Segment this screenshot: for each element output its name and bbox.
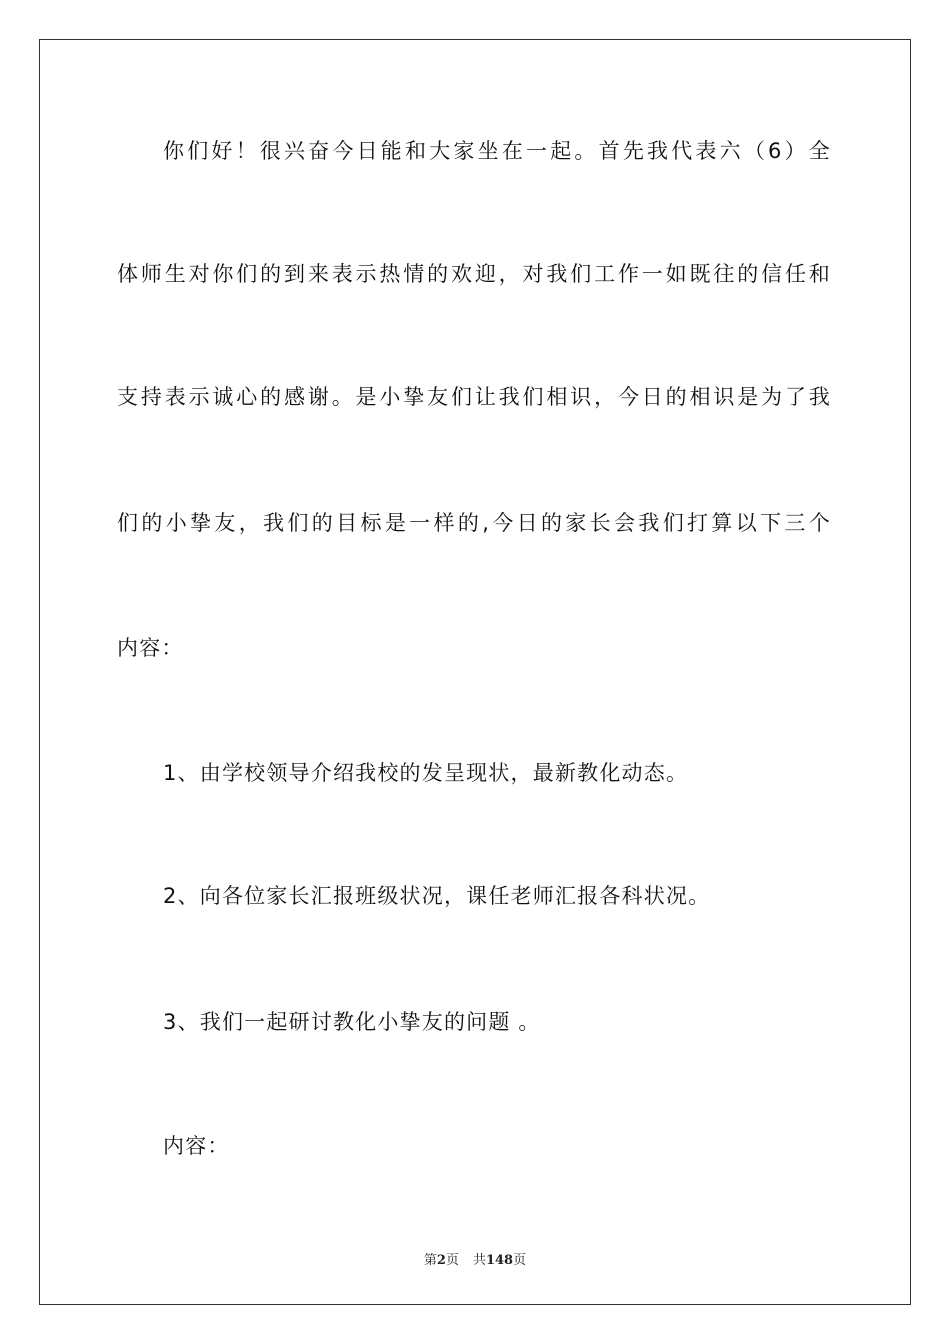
footer-page-suffix: 页 xyxy=(445,1253,459,1268)
paragraph-line-4: 们的小挚友，我们的目标是一样的,今日的家长会我们打算以下三个 xyxy=(117,511,831,535)
paragraph-line-1: 你们好！很兴奋今日能和大家坐在一起。首先我代表六（6）全 xyxy=(163,139,831,163)
closing-label: 内容： xyxy=(163,1134,230,1158)
paragraph-line-3: 支持表示诚心的感谢。是小挚友们让我们相识，今日的相识是为了我 xyxy=(117,385,831,409)
list-item-2: 2、向各位家长汇报班级状况，课任老师汇报各科状况。 xyxy=(163,884,711,908)
page-footer xyxy=(0,1249,950,1268)
footer-total-suffix: 页 xyxy=(513,1253,527,1268)
footer-total-prefix: 共 xyxy=(472,1253,486,1268)
footer-total-pages: 148 xyxy=(485,1253,514,1268)
list-item-3: 3、我们一起研讨教化小挚友的问题 。 xyxy=(163,1010,541,1034)
paragraph-line-5: 内容： xyxy=(117,636,184,660)
footer-page-number: 2 xyxy=(436,1253,446,1268)
footer-prefix: 第 xyxy=(423,1253,437,1268)
list-item-1: 1、由学校领导介绍我校的发呈现状，最新教化动态。 xyxy=(163,761,689,785)
paragraph-line-2: 体师生对你们的到来表示热情的欢迎，对我们工作一如既往的信任和 xyxy=(117,262,831,286)
page-border xyxy=(39,39,911,1305)
